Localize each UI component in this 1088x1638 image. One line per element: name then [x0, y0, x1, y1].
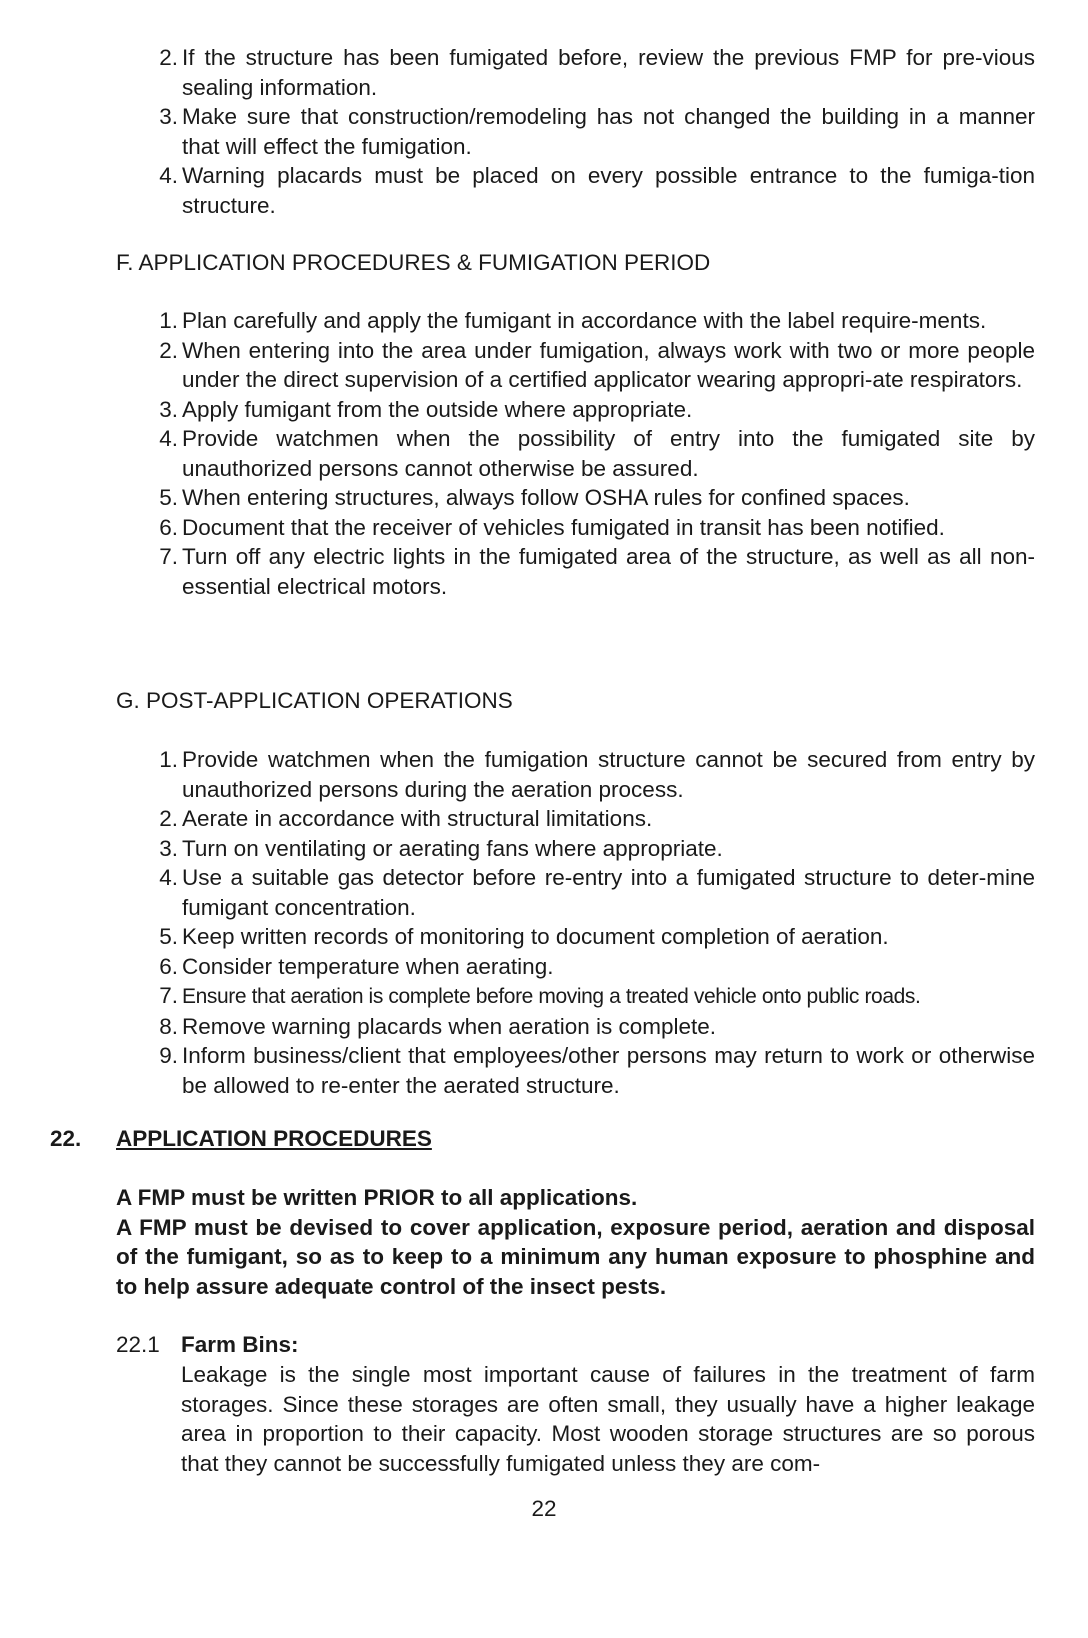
- list-item: [159, 1041, 1035, 1100]
- section-22-title: APPLICATION PROCEDURES: [116, 1126, 432, 1151]
- list-item-number: 1.: [159, 308, 178, 333]
- list-item: [159, 102, 1035, 161]
- list-item-number: 4.: [159, 163, 178, 188]
- list-item: [159, 745, 1035, 804]
- list-item: [159, 1012, 1035, 1042]
- list-item: [159, 981, 1035, 1012]
- subsection-number: 22.1: [116, 1332, 160, 1357]
- list-item-number: 3.: [159, 104, 178, 129]
- page-number: 22: [531, 1496, 557, 1521]
- list-item-text: Provide watchmen when the fumigation structure cannot be secured from entry by unauthorized persons during the aeration process.: [182, 747, 1035, 802]
- list-item-text: Apply fumigant from the outside where appropriate.: [182, 396, 693, 422]
- list-item-text: Make sure that construction/remodeling has not changed the building in a manner that will effect the fumigation.: [182, 104, 1035, 159]
- list-item-number: 7.: [159, 544, 178, 569]
- list-item: [159, 834, 1035, 864]
- list-item-number: 3.: [159, 396, 178, 422]
- list-item-number: 5.: [159, 924, 178, 949]
- list-item: [159, 395, 1035, 425]
- list-item-text: Ensure that aeration is complete before moving a treated vehicle onto public roads.: [182, 985, 921, 1008]
- fmp-requirement-line: A FMP must be written PRIOR to all applications.: [116, 1185, 638, 1210]
- list-section-e: [159, 43, 1035, 220]
- list-item: [159, 863, 1035, 922]
- list-item-number: 2.: [159, 337, 178, 363]
- subsection-title: Farm Bins:: [181, 1332, 299, 1357]
- list-item-number: 2.: [159, 806, 178, 831]
- list-item-number: 5.: [159, 485, 178, 510]
- list-item-text: When entering structures, always follow OSHA rules for confined spaces.: [182, 485, 910, 510]
- list-item-text: Warning placards must be placed on every possible entrance to the fumiga-tion structure.: [182, 163, 1035, 218]
- list-item: [159, 952, 1035, 982]
- section-g-heading: G. POST-APPLICATION OPERATIONS: [116, 688, 513, 713]
- list-item: [159, 922, 1035, 952]
- list-item: [159, 43, 1035, 102]
- list-item-number: 6.: [159, 953, 178, 979]
- list-item-text: Inform business/client that employees/other persons may return to work or otherwise be allowed to re-enter the aerated structure.: [182, 1043, 1035, 1098]
- fmp-requirements: [116, 1183, 1035, 1301]
- list-item-number: 3.: [159, 835, 178, 861]
- list-item-text: Turn off any electric lights in the fumigated area of the structure, as well as all non-essential electrical motors.: [182, 544, 1035, 599]
- list-item-text: Consider temperature when aerating.: [182, 953, 554, 979]
- list-item-text: Use a suitable gas detector before re-entry into a fumigated structure to deter-mine fumigant concentration.: [182, 865, 1035, 920]
- list-item-number: 2.: [159, 45, 178, 70]
- list-section-f: [159, 306, 1035, 601]
- list-item-number: 8.: [159, 1013, 178, 1039]
- list-item-text: Aerate in accordance with structural limitations.: [182, 806, 653, 831]
- section-f-heading: F. APPLICATION PROCEDURES & FUMIGATION PERIOD: [116, 250, 711, 275]
- list-item: [159, 424, 1035, 483]
- list-item-text: Provide watchmen when the possibility of entry into the fumigated site by unauthorized persons cannot otherwise be assured.: [182, 426, 1035, 481]
- list-item: [159, 513, 1035, 543]
- list-item-text: Turn on ventilating or aerating fans where appropriate.: [182, 835, 723, 861]
- list-item: [159, 804, 1035, 834]
- list-item: [159, 161, 1035, 220]
- section-22-number: 22.: [50, 1126, 82, 1151]
- list-item-text: Remove warning placards when aeration is complete.: [182, 1013, 717, 1039]
- fmp-requirement-paragraph: A FMP must be devised to cover application, exposure period, aeration and disposal of the fumigant, so as to keep to a minimum any human exposure to phosphine and to help assure adequate control of the insect pests.: [116, 1214, 1035, 1299]
- list-item-text: When entering into the area under fumigation, always work with two or more people under the direct supervision of a certified applicator wearing appropri-ate respirators.: [182, 337, 1035, 392]
- list-item-number: 1.: [159, 747, 178, 772]
- list-item-number: 4.: [159, 426, 178, 451]
- list-item-text: Plan carefully and apply the fumigant in accordance with the label require-ments.: [182, 308, 987, 333]
- list-item: [159, 483, 1035, 513]
- list-item-text: If the structure has been fumigated before, review the previous FMP for pre-vious sealing information.: [182, 45, 1035, 100]
- list-item: [159, 306, 1035, 336]
- list-item-number: 4.: [159, 865, 178, 890]
- list-item-number: 6.: [159, 514, 178, 540]
- list-item-text: Document that the receiver of vehicles fumigated in transit has been notified.: [182, 514, 945, 540]
- list-item-number: 9.: [159, 1043, 178, 1068]
- list-item-number: 7.: [159, 983, 178, 1008]
- list-section-g: [159, 745, 1035, 1100]
- subsection-body: Leakage is the single most important cause of failures in the treatment of farm storages. Since these storages are often small, they usually have a higher leakage area in proportion to their capacity. Most wooden storage structures are so porous that they cannot be successfully fumigated unless they are com-: [181, 1362, 1035, 1476]
- list-item: [159, 542, 1035, 601]
- list-item-text: Keep written records of monitoring to document completion of aeration.: [182, 924, 889, 949]
- list-item: [159, 336, 1035, 395]
